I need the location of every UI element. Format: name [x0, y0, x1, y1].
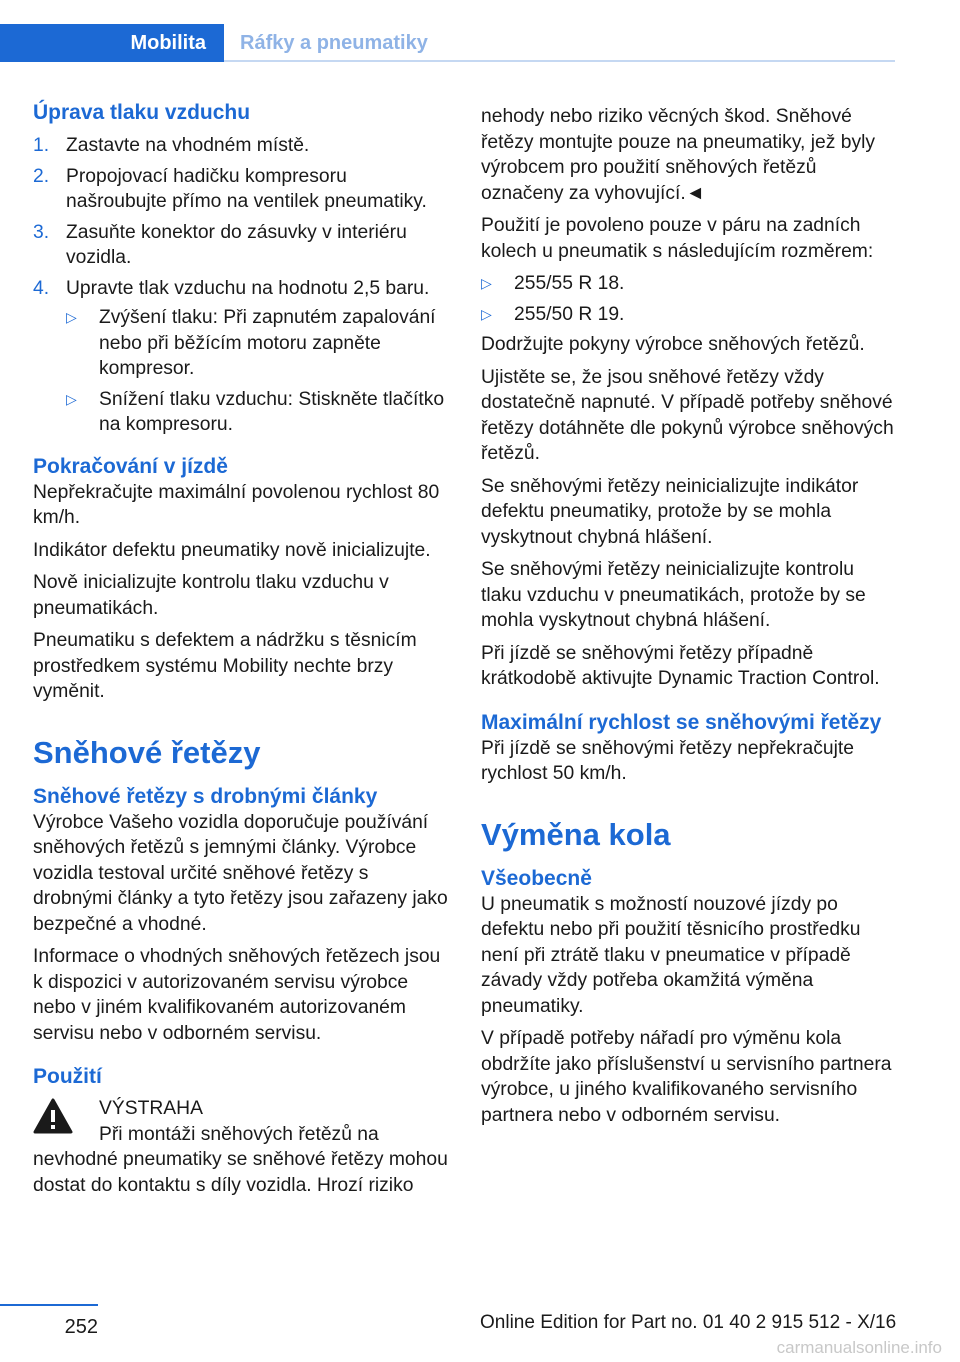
sub-bullet-item: [66, 387, 451, 438]
step-item: [33, 220, 451, 271]
step-number: 1.: [33, 135, 50, 156]
tire-size-item: [481, 302, 899, 328]
heading-vymena-kola: Výměna kola: [481, 816, 671, 852]
tire-size-text: 255/50 R 19.: [514, 303, 625, 325]
paragraph: Indikátor defektu pneumatiky nově inicializujte.: [33, 539, 431, 561]
tire-size-list: [481, 271, 899, 327]
paragraph: Se sněhovými řetězy neinicializujte indikátor defektu pneumatiky, protože by se mohla vyskytnout chybná hlášení.: [481, 475, 859, 548]
step-item: [33, 133, 451, 159]
header-chapter-title: Ráfky a pneumatiky: [240, 32, 428, 54]
warning-text-body: Při montáži sněhových řetězů na nevhodné pneumatiky se sněhové řetězy mohou dostat do kontaktu s díly vozidla. Hrozí riziko: [33, 1123, 448, 1196]
left-column: [33, 100, 451, 1198]
watermark: carmanualsonline.info: [776, 1338, 942, 1357]
footer-rule: [0, 1304, 98, 1306]
warning-title: VÝSTRAHA: [99, 1098, 203, 1119]
paragraph: Výrobce Vašeho vozidla doporučuje používání sněhových řetězů s jemnými články. Výrobce vozidla testoval určité sněhové řetězy s drobnými články a tyto řetězy jsou zařazeny jako bezpečné a vhodné.: [33, 811, 448, 935]
step-text: Zastavte na vhodném místě.: [66, 135, 310, 156]
step-text: Zasuňte konektor do zásuvky v interiéru vozidla.: [66, 221, 407, 268]
step-number: 4.: [33, 277, 50, 299]
paragraph: Nově inicializujte kontrolu tlaku vzduchu v pneumatikách.: [33, 572, 389, 619]
heading-drobne-clanky: Sněhové řetězy s drobnými články: [33, 784, 378, 808]
tire-size-text: 255/55 R 18.: [514, 273, 625, 294]
step-item: [33, 164, 451, 215]
sub-bullet-text: Zvýšení tlaku: Při zapnutém zapalování nebo při běžícím motoru zapněte kompresor.: [99, 307, 436, 379]
heading-uprava-tlaku: Úprava tlaku vzduchu: [33, 101, 251, 124]
sub-bullet-list: [66, 305, 451, 438]
paragraph: Ujistěte se, že jsou sněhové řetězy vždy dostatečně napnuté. V případě potřeby sněhové řetězy dotáhněte dle pokynů výrobce sněhových řetězů.: [481, 366, 894, 464]
triangle-right-icon: ▷: [66, 309, 77, 325]
paragraph: Nepřekračujte maximální povolenou rychlost 80 km/h.: [33, 481, 440, 528]
step-number: 2.: [33, 165, 50, 187]
tire-size-item: [481, 271, 899, 297]
paragraph: Při jízdě se sněhovými řetězy nepřekračujte rychlost 50 km/h.: [481, 737, 854, 784]
paragraph: V případě potřeby nářadí pro výměnu kola obdržíte jako příslušenství u servisního partnera výrobce, u jiného kvalifikovaného servisního partnera nebo v odborném servisu.: [481, 1028, 892, 1126]
step-item: [33, 276, 451, 438]
warning-triangle-icon: [33, 1098, 73, 1134]
triangle-right-icon: ▷: [481, 275, 492, 291]
warning-text: [33, 1122, 451, 1199]
heading-pouziti: Použití: [33, 1065, 102, 1088]
sub-bullet-item: [66, 305, 451, 382]
header-underline: [224, 60, 895, 62]
paragraph: nehody nebo riziko věcných škod. Sněhové řetězy montujte pouze na pneumatiky, jež byly výrobcem pro použití sněhových řetězů označeny za vyhovující.◄: [481, 106, 876, 204]
footer-edition: Online Edition for Part no. 01 40 2 915 512 - X/16: [480, 1312, 897, 1333]
sub-bullet-text: Snížení tlaku vzduchu: Stiskněte tlačítko na kompresoru.: [99, 388, 445, 435]
step-text: Upravte tlak vzduchu na hodnotu 2,5 baru.: [66, 277, 430, 299]
paragraph: Se sněhovými řetězy neinicializujte kontrolu tlaku vzduchu v pneumatikách, protože by se mohla vyskytnout chybná hlášení.: [481, 559, 866, 631]
header-section-title: Mobilita: [130, 32, 206, 54]
paragraph: Při jízdě se sněhovými řetězy případně krátkodobě aktivujte Dynamic Traction Control.: [481, 642, 880, 689]
heading-max-rychlost: Maximální rychlost se sněhovými řetězy: [481, 710, 882, 734]
heading-pokracovani: Pokračování v jízdě: [33, 454, 228, 478]
page-number: 252: [64, 1316, 98, 1338]
running-header: [0, 24, 895, 62]
triangle-right-icon: ▷: [66, 390, 77, 407]
step-text: Propojovací hadičku kompresoru našroubujte přímo na ventilek pneumatiky.: [66, 165, 427, 212]
paragraph: Informace o vhodných sněhových řetězech jsou k dispozici v autorizovaném servisu výrobce nebo v jiném kvalifikovaném autorizovaném servisu nebo v odborném servisu.: [33, 946, 441, 1044]
step-number: 3.: [33, 221, 50, 243]
heading-vseobecne: Všeobecně: [481, 866, 592, 890]
heading-snehove-retezy: Sněhové řetězy: [33, 734, 261, 770]
right-column: [481, 104, 899, 1135]
steps-list: [33, 133, 451, 438]
paragraph: Dodržujte pokyny výrobce sněhových řetězů.: [481, 334, 865, 355]
paragraph: Použití je povoleno pouze v páru na zadních kolech u pneumatik s následujícím rozměrem:: [481, 215, 874, 262]
warning-block: [33, 1096, 451, 1198]
paragraph: U pneumatik s možností nouzové jízdy po defektu nebo při použití těsnicího prostředku není při ztrátě tlaku v pneumatice v případě závady vždy potřeba okamžitá výměna pneumatiky.: [481, 893, 861, 1017]
triangle-right-icon: ▷: [481, 305, 492, 322]
paragraph: Pneumatiku s defektem a nádržku s těsnicím prostředkem systému Mobility nechte brzy vyměnit.: [33, 630, 417, 702]
